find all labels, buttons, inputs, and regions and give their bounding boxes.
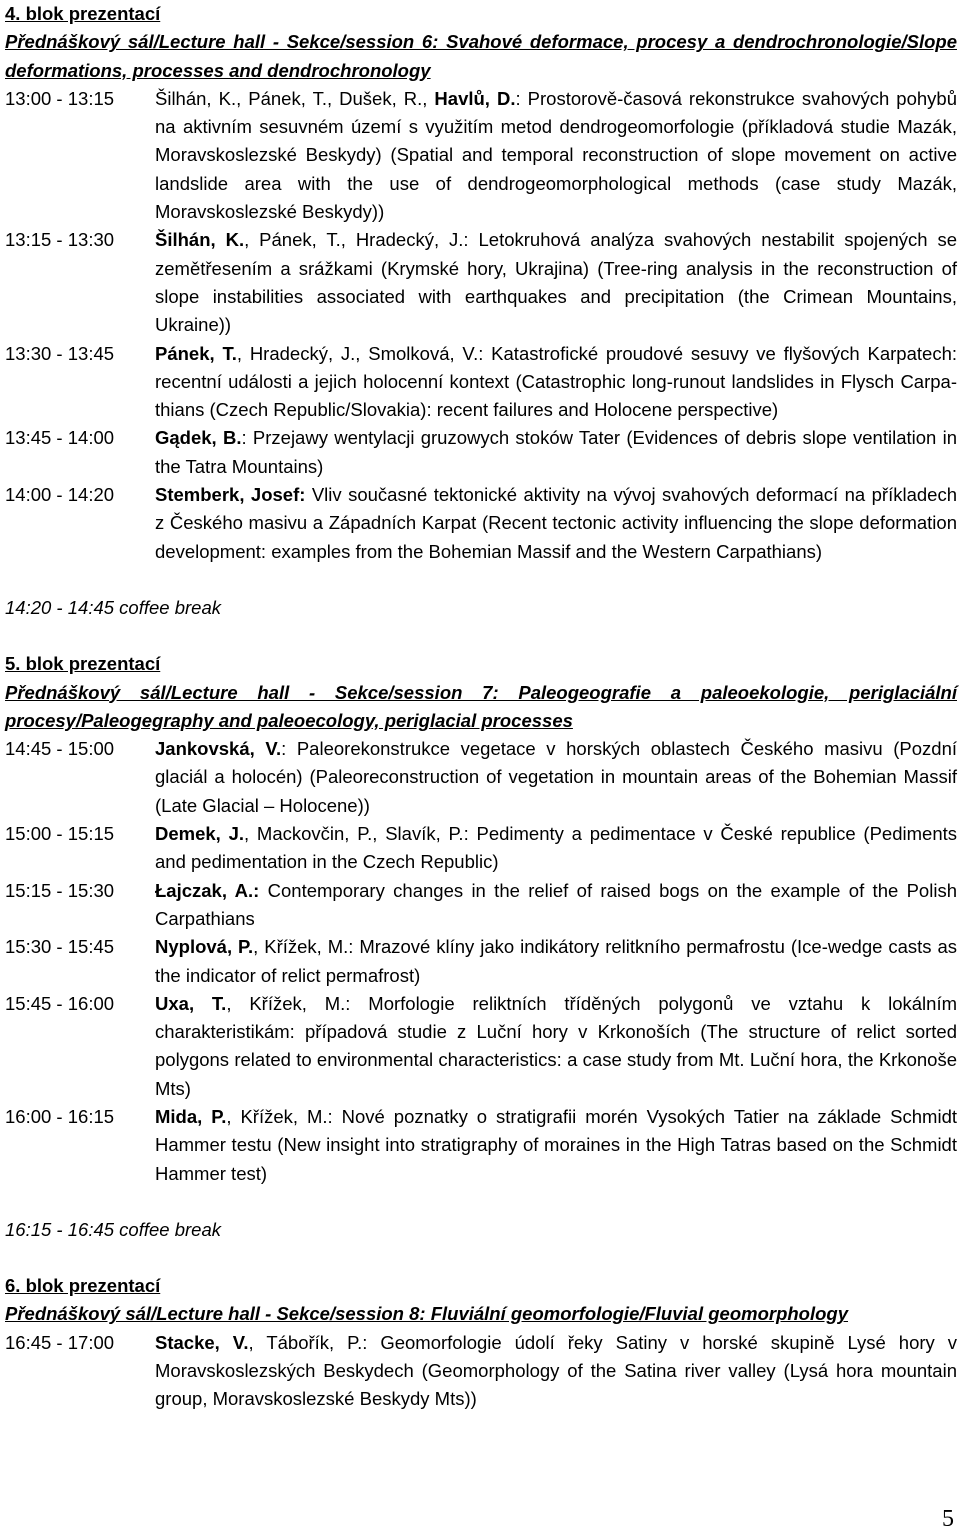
entry-coauthors: , Křížek, M. (226, 1105, 328, 1127)
program-entry (5, 481, 957, 566)
program-entry (5, 1329, 957, 1414)
entry-text (155, 340, 957, 425)
entry-author-presenting: Šilhán, K. (155, 87, 237, 109)
entry-title: : Nové poznatky o stratigrafii morén Vysokých Tatier na základe Schmidt Hammer testu (New insight into stratigraphy of moraines in the High Tatras based on the Schmidt Hammer test) (155, 1105, 957, 1184)
entry-coauthors: , Hradecký, J., Smolková, V. (236, 342, 479, 364)
program-entry (5, 1103, 957, 1188)
entry-author-bold: Havlů, D. (434, 87, 516, 109)
entry-text (155, 933, 957, 990)
entry-title: : Letokruhová analýza svahových nestabilit spojených se zemětřesením a srážkami (Krymské hory, Ukrajina) (Tree-ring analysis in the reconstruction of slope instabilities associated with earthquakes and precipitation (the Crimean Mountains, Ukraine)) (155, 229, 957, 336)
entry-author-presenting: Uxa, T. (155, 992, 227, 1014)
entry-title: : Morfologie reliktních tříděných polygonů ve vztahu k lokálním charakteristikám: případová studie z Luční hory v Krkonoších (The structure of relict sorted polygons related to environmental characteristics: a case study from Mt. Luční hora, the Krkonoše Mts) (155, 992, 958, 1099)
spacer (5, 1244, 957, 1272)
entry-title: Vliv současné tektonické aktivity na vývoj svahových deformací na příkladech z Českého masivu a Západních Karpat (Recent tectonic activity influencing the slope deformation development: examples from the Bohemian Massif and the Western Carpathians) (155, 484, 957, 562)
entry-time: 15:15 - 15:30 (5, 879, 115, 901)
entry-author-presenting: Łajczak, A.: (155, 879, 260, 901)
spacer (5, 566, 957, 594)
entry-time: 16:45 - 17:00 (5, 1331, 115, 1353)
session-heading: Přednáškový sál/Lecture hall - Sekce/session 7: Paleogeografie a paleoekologie, periglaciální procesy/Paleogegraphy and paleoecology, periglacial processes (5, 681, 957, 731)
entry-text (155, 877, 957, 934)
entry-coauthors: , Pánek, T., Dušek, R., (236, 87, 435, 109)
entry-text (155, 85, 957, 226)
entry-time: 14:45 - 15:00 (5, 738, 115, 760)
entry-title: : Katastrofické proudové sesuvy ve flyšových Karpatech: recentní události a jejich holocenní kontext (Catastrophic long-runout landslides in Flysch Carpa-thians (Czech Republic/Slovakia): recent failures and Holocene perspective) (155, 342, 957, 421)
program-entry (5, 424, 957, 481)
entry-author-presenting: Jankovská, V. (155, 738, 282, 760)
entry-text (155, 990, 957, 1103)
entry-author-presenting: Stemberk, Josef: (155, 484, 306, 506)
session-heading: Přednáškový sál/Lecture hall - Sekce/session 8: Fluviální geomorfologie/Fluvial geomorphology (5, 1303, 849, 1325)
entry-time: 13:00 - 13:15 (5, 87, 115, 109)
entry-title: Contemporary changes in the relief of raised bogs on the example of the Polish Carpathians (155, 879, 957, 929)
entry-author-presenting: Pánek, T. (155, 342, 237, 364)
program-entry (5, 933, 957, 990)
program-entry (5, 877, 957, 934)
entry-time: 13:45 - 14:00 (5, 427, 115, 449)
entry-coauthors: , Křížek, M. (226, 992, 346, 1014)
entry-title: : Paleorekonstrukce vegetace v horských oblastech Českého masivu (Pozdní glaciál a holocén) (Paleoreconstruction of vegetation in mountain areas of the Bohemian Massif (Late Glacial – Holocene)) (155, 738, 958, 816)
entry-text (155, 1329, 957, 1414)
entry-coauthors: , Křížek, M. (253, 936, 349, 958)
entry-text (155, 820, 957, 877)
block-title: 6. blok prezentací (5, 1275, 161, 1297)
entry-time: 15:00 - 15:15 (5, 823, 115, 845)
spacer (5, 622, 957, 650)
program-entry (5, 226, 957, 339)
entry-text (155, 735, 957, 820)
program-entry (5, 990, 957, 1103)
program-entry (5, 340, 957, 425)
entry-coauthors: , Tábořík, P. (248, 1331, 363, 1353)
entry-text (155, 424, 957, 481)
entry-coauthors: , Mackovčin, P., Slavík, P. (244, 823, 464, 845)
program-entry (5, 735, 957, 820)
entry-author-presenting: Šilhán, K. (155, 229, 245, 251)
entry-author-presenting: Demek, J. (155, 823, 245, 845)
block-4 (5, 0, 957, 650)
block-6 (5, 1272, 957, 1413)
entry-title: : Mrazové klíny jako indikátory relitkního permafrostu (Ice-wedge casts as the indicator of relict permafrost) (155, 936, 957, 986)
block-title: 5. blok prezentací (5, 653, 161, 675)
entry-title: : Przejawy wentylacji gruzowych stoków Tater (Evidences of debris slope ventilation in the Tatra Mountains) (155, 427, 957, 477)
block-5 (5, 650, 957, 1272)
entry-title: : Prostorově-časová rekonstrukce svahových pohybů na aktivním sesuvném území s využitím metod dendrogeomorfologie (příkladová studie Mazák, Moravskoslezské Beskydy) (Spatial and temporal reconstruction of slope movement on active landslide area with the use of dendrogeomorphological methods (case study Mazák, Moravskoslezské Beskydy)) (155, 87, 958, 223)
entry-time: 14:00 - 14:20 (5, 484, 115, 506)
program-page (5, 0, 957, 1414)
session-heading: Přednáškový sál/Lecture hall - Sekce/session 6: Svahové deformace, procesy a dendrochronologie/Slope deformations, processes and dendrochronology (5, 31, 957, 81)
block-title: 4. blok prezentací (5, 3, 161, 24)
coffee-break: 14:20 - 14:45 coffee break (5, 596, 221, 618)
entry-text (155, 1103, 957, 1188)
page-number: 5 (942, 1506, 954, 1532)
entry-time: 13:15 - 13:30 (5, 229, 115, 251)
entry-time: 13:30 - 13:45 (5, 342, 115, 364)
entry-author-presenting: Stacke, V. (155, 1331, 249, 1353)
entry-text (155, 481, 957, 566)
entry-text (155, 226, 957, 339)
entry-author-presenting: Gądek, B. (155, 427, 242, 449)
entry-time: 15:45 - 16:00 (5, 992, 115, 1014)
entry-coauthors: , Pánek, T., Hradecký, J. (244, 229, 464, 251)
entry-time: 16:00 - 16:15 (5, 1105, 115, 1127)
program-entry (5, 85, 957, 226)
spacer (5, 1188, 957, 1216)
entry-title: : Pedimenty a pedimentace v České republice (Pediments and pedimentation in the Czech Republic) (155, 823, 957, 873)
entry-title: : Geomorfologie údolí řeky Satiny v horské skupině Lysé hory v Moravskoslezských Beskydech (Geomorphology of the Satina river valley (Lysá hora mountain group, Moravskoslezské Beskydy Mts)) (155, 1331, 957, 1410)
entry-author-presenting: Nyplová, P. (155, 936, 254, 958)
program-entry (5, 820, 957, 877)
coffee-break: 16:15 - 16:45 coffee break (5, 1218, 221, 1240)
entry-author-presenting: Mida, P. (155, 1105, 227, 1127)
entry-time: 15:30 - 15:45 (5, 936, 115, 958)
